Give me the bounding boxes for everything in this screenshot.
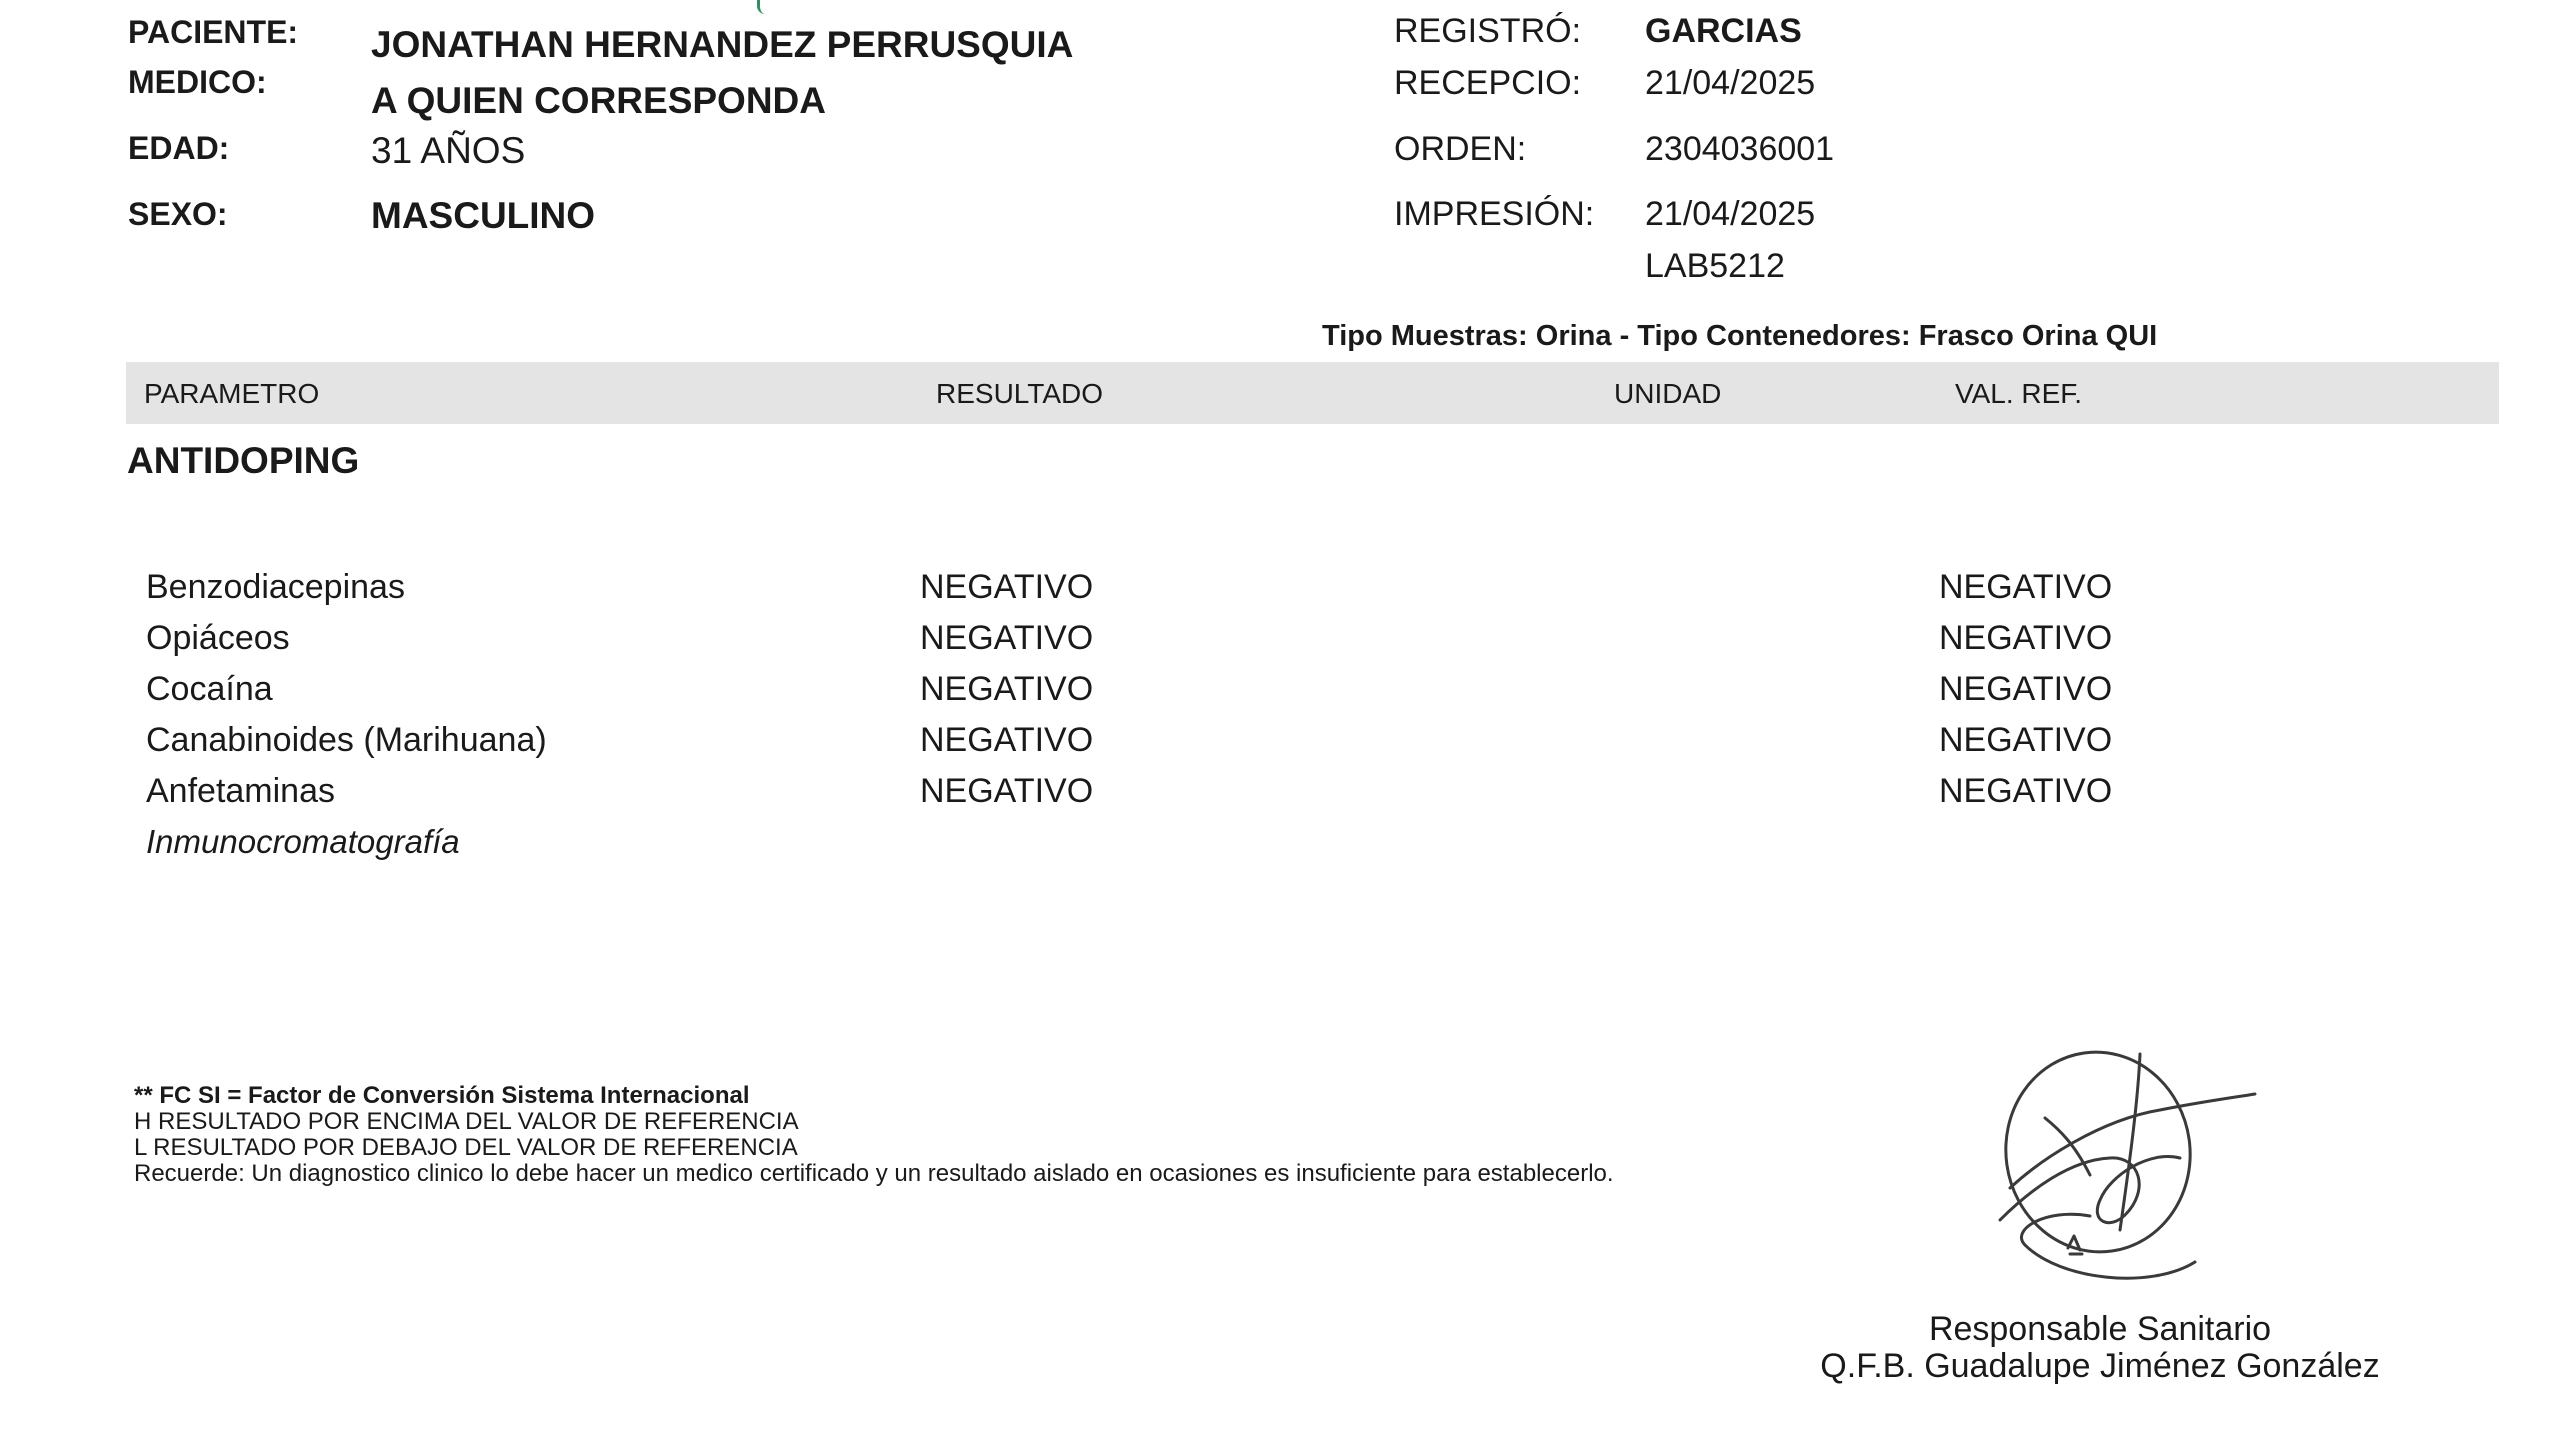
row-val-ref: NEGATIVO [1939,568,2113,606]
paciente-value: JONATHAN HERNANDEZ PERRUSQUIA [371,24,1074,65]
paciente-label: PACIENTE: [128,14,299,50]
table-header [126,362,2499,424]
footnote-fc-si: ** FC SI = Factor de Conversión Sistema Internacional [134,1082,750,1109]
orden-value: 2304036001 [1645,130,1835,168]
header-resultado: RESULTADO [936,378,1103,409]
lab-code: LAB5212 [1645,247,1785,285]
row-parametro: Canabinoides (Marihuana) [146,721,547,759]
row-parametro: Anfetaminas [146,772,335,810]
responsable-title: Responsable Sanitario [1928,1310,2272,1348]
impresion-value: 21/04/2025 [1645,195,1816,233]
sexo-label: SEXO: [128,196,228,232]
registro-value: GARCIAS [1645,12,1802,50]
section-title: ANTIDOPING [127,440,360,481]
footnotes [134,1083,1614,1187]
header-unidad: UNIDAD [1614,378,1722,409]
sample-info: Tipo Muestras: Orina - Tipo Contenedores: Frasco Orina QUI [1322,320,2158,352]
sexo-value: MASCULINO [371,195,596,236]
row-resultado: NEGATIVO [920,721,1094,759]
row-val-ref: NEGATIVO [1939,721,2113,759]
row-resultado: NEGATIVO [920,670,1094,708]
footnote-l: L RESULTADO POR DEBAJO DEL VALOR DE REFERENCIA [134,1134,798,1161]
header-val-ref: VAL. REF. [1955,378,2083,409]
row-parametro: Opiáceos [146,619,290,657]
logo-fragment [757,0,768,14]
row-resultado: NEGATIVO [920,772,1094,810]
row-val-ref: NEGATIVO [1939,619,2113,657]
orden-label: ORDEN: [1394,130,1527,168]
registro-label: REGISTRÓ: [1394,12,1582,50]
signature-image [1950,1040,2270,1290]
responsable-name: Q.F.B. Guadalupe Jiménez González [1820,1347,2380,1385]
recepcio-label: RECEPCIO: [1394,64,1582,102]
edad-value: 31 AÑOS [371,130,526,171]
header-parametro: PARAMETRO [144,378,320,409]
row-parametro: Cocaína [146,670,273,708]
row-val-ref: NEGATIVO [1939,670,2113,708]
medico-value: A QUIEN CORRESPONDA [371,80,827,121]
footnote-h: H RESULTADO POR ENCIMA DEL VALOR DE REFERENCIA [134,1108,799,1135]
recepcio-value: 21/04/2025 [1645,64,1816,102]
row-val-ref: NEGATIVO [1939,772,2113,810]
row-resultado: NEGATIVO [920,619,1094,657]
row-resultado: NEGATIVO [920,568,1094,606]
footnote-disclaimer: Recuerde: Un diagnostico clinico lo debe hacer un medico certificado y un resultado aislado en ocasiones es insuficiente para establecerlo. [134,1160,1614,1187]
medico-label: MEDICO: [128,64,267,100]
impresion-label: IMPRESIÓN: [1394,195,1595,233]
row-parametro: Benzodiacepinas [146,568,405,606]
method-text: Inmunocromatografía [146,823,460,860]
edad-label: EDAD: [128,130,230,166]
